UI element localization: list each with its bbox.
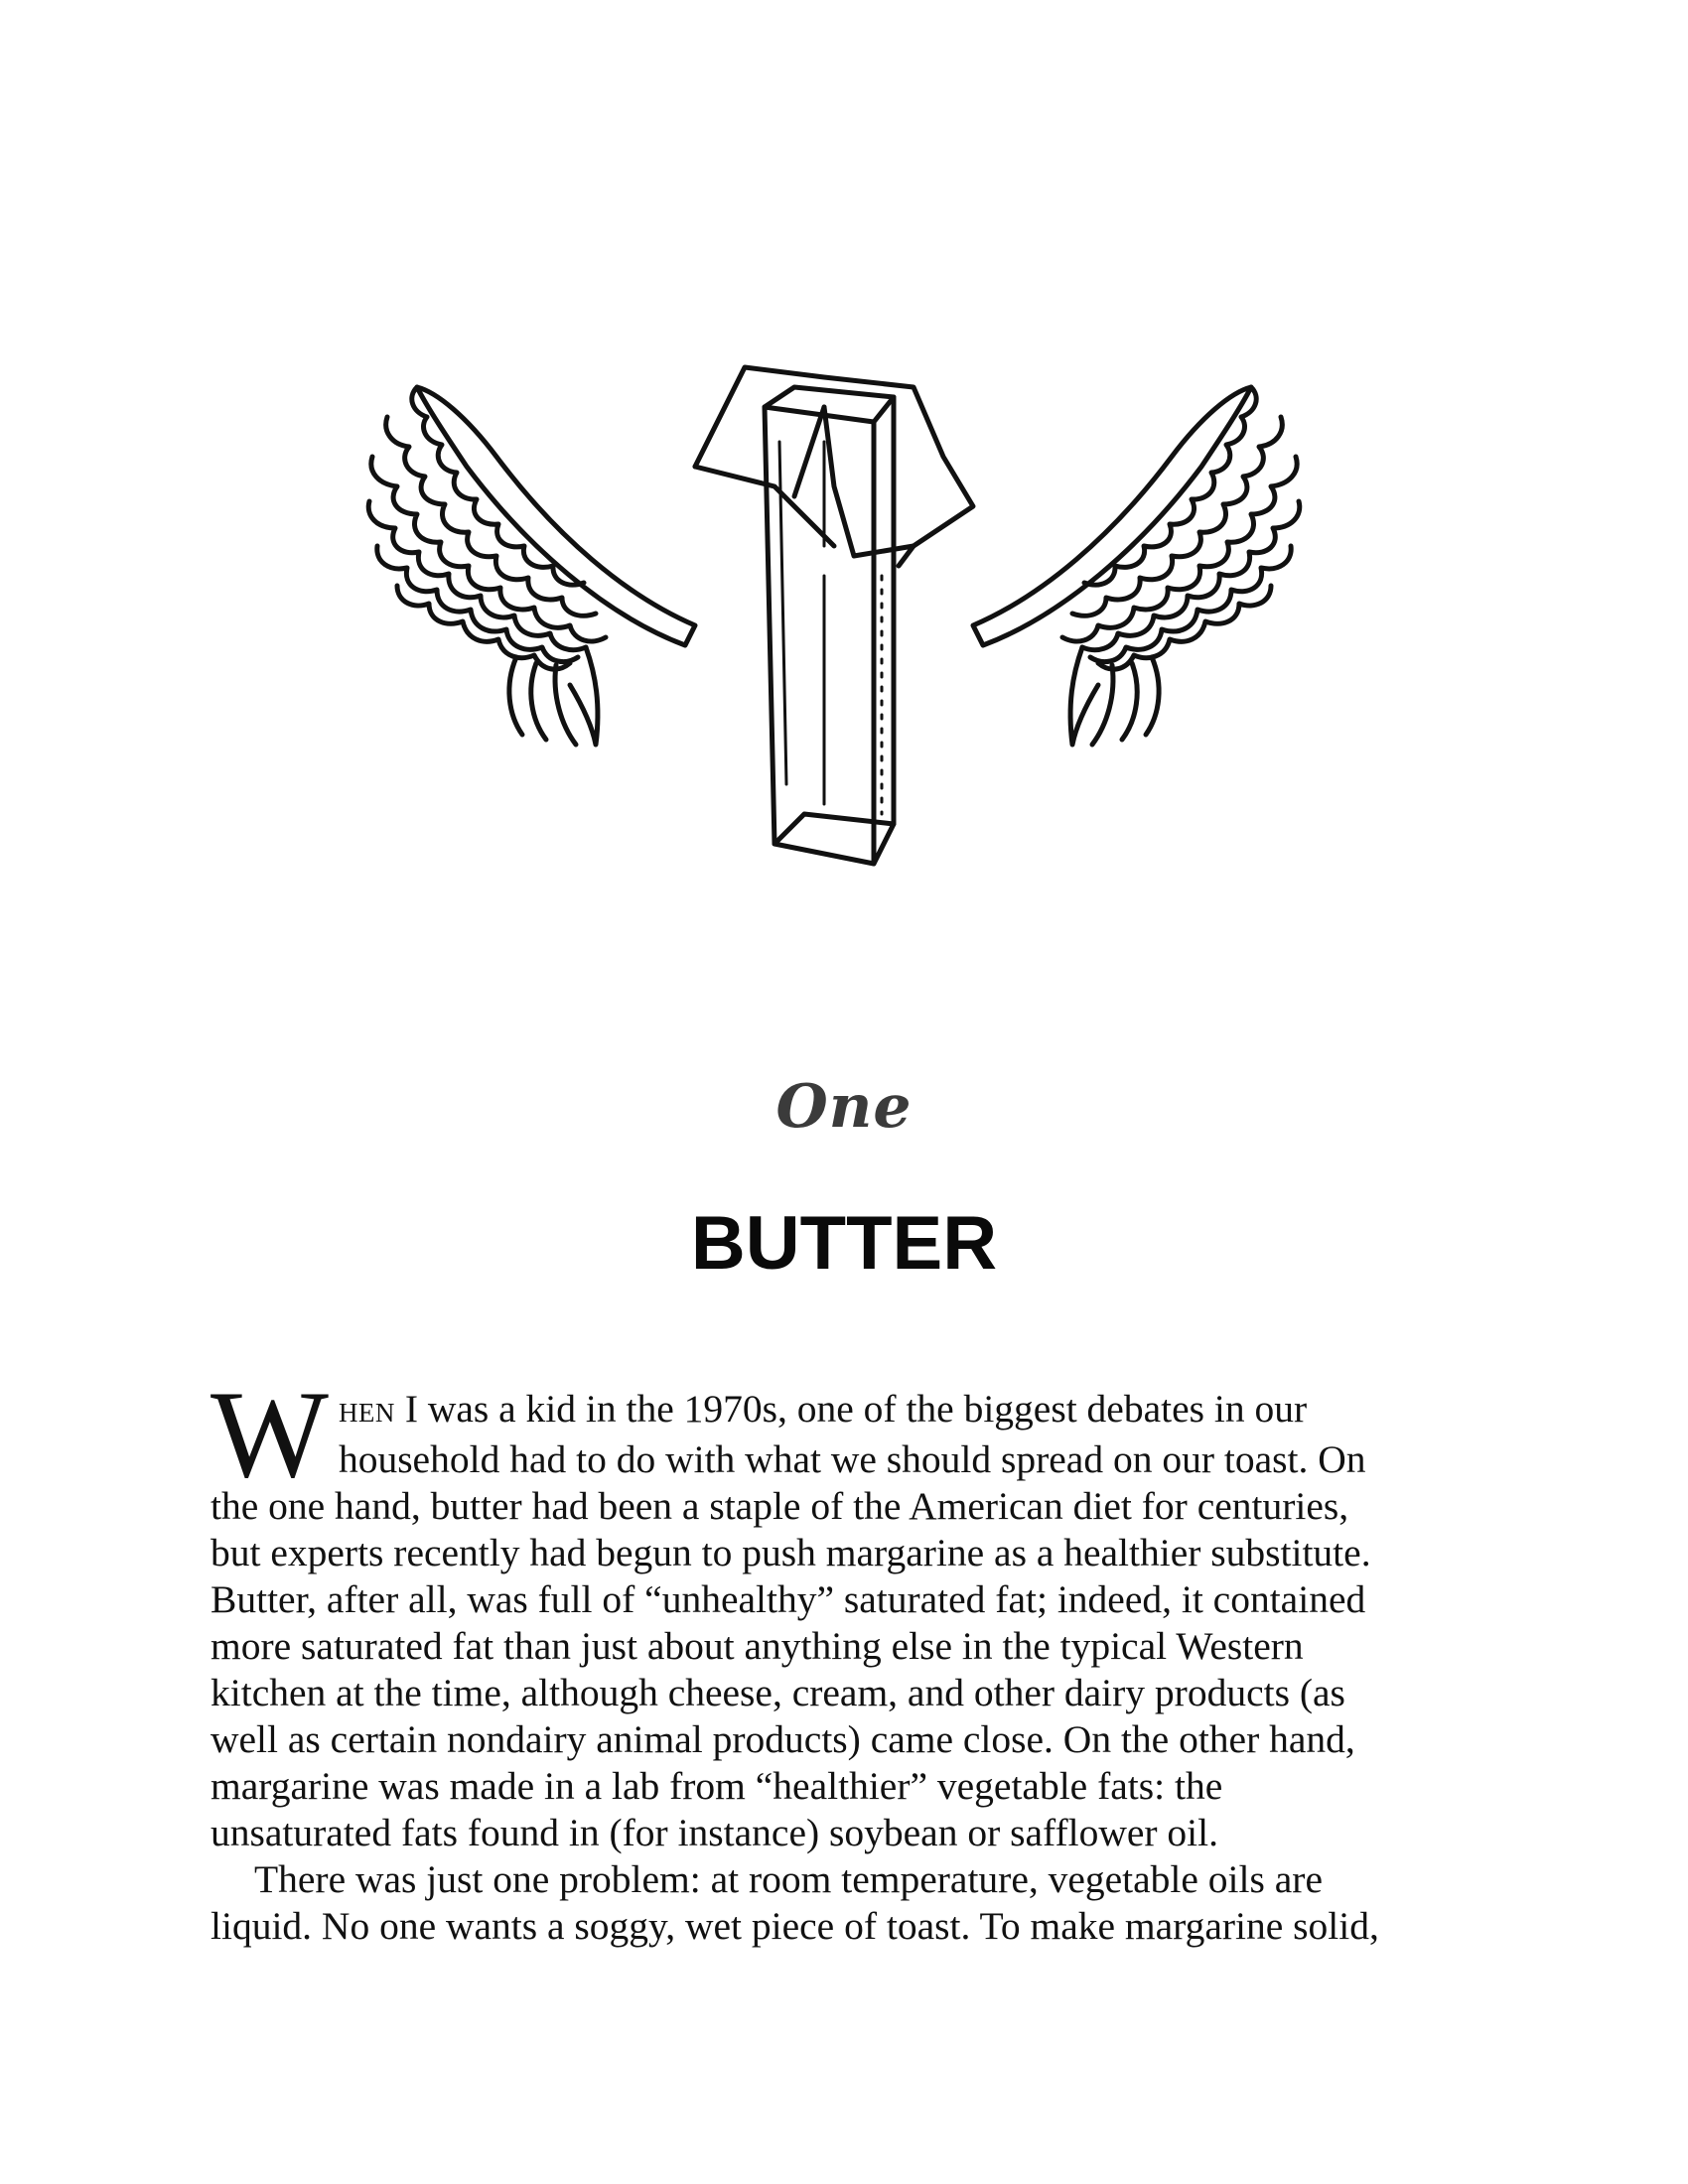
left-wing-icon (368, 387, 695, 745)
paragraph-1 (211, 1366, 1442, 1856)
drop-cap: W (211, 1366, 329, 1504)
small-caps-lead: HEN (338, 1398, 395, 1428)
text-line: liquid. No one wants a soggy, wet piece of toast. To make margarine solid, (211, 1904, 1379, 1948)
text-line: There was just one problem: at room temperature, vegetable oils are (254, 1857, 1323, 1901)
text-line: margarine was made in a lab from “healthier” vegetable fats: the (211, 1764, 1223, 1808)
text-line-rest: I was a kid in the 1970s, one of the biggest debates in our (394, 1387, 1308, 1431)
text-line: household had to do with what we should spread on our toast. On (338, 1437, 1366, 1481)
text-line: well as certain nondairy animal products) came close. On the other hand, (211, 1717, 1355, 1761)
text-line: Butter, after all, was full of “unhealthy” saturated fat; indeed, it contained (211, 1577, 1366, 1621)
text-line: kitchen at the time, although cheese, cream, and other dairy products (as (211, 1671, 1345, 1714)
text-line (211, 1386, 1442, 1436)
chapter-body (211, 1366, 1442, 1950)
paragraph-2 (211, 1856, 1442, 1950)
text-line: but experts recently had begun to push margarine as a healthier substitute. (211, 1531, 1371, 1574)
text-line: the one hand, butter had been a staple of the American diet for centuries, (211, 1484, 1349, 1528)
chapter-number: One (775, 1072, 913, 1142)
right-wing-icon (973, 387, 1300, 745)
chapter-title: BUTTER (690, 1201, 998, 1286)
winged-butter-stick-icon (357, 347, 1311, 903)
text-line: unsaturated fats found in (for instance) soybean or safflower oil. (211, 1811, 1218, 1854)
butter-wrapper-icon (695, 367, 973, 566)
text-line: more saturated fat than just about anything else in the typical Western (211, 1624, 1304, 1668)
